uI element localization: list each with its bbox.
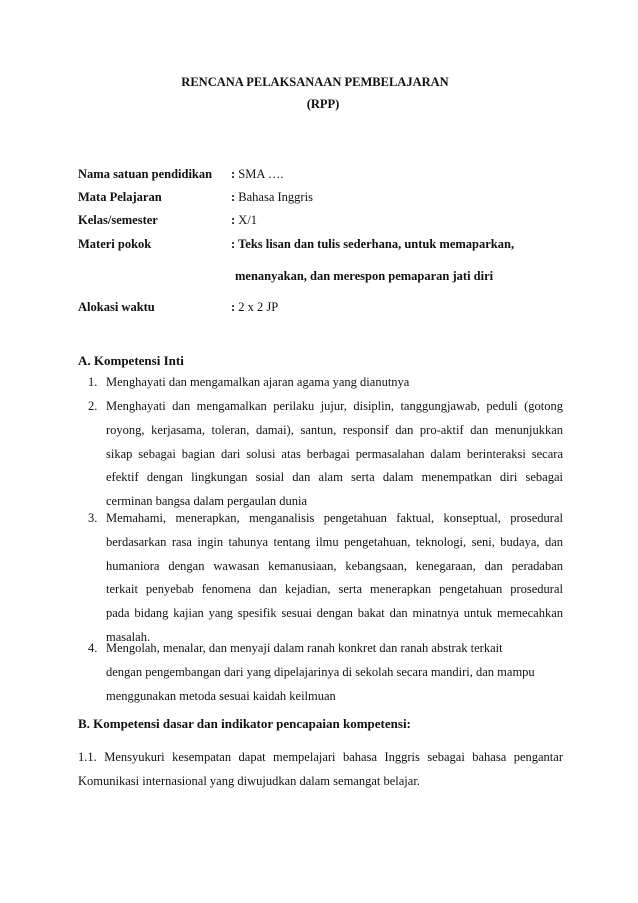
colon: : xyxy=(231,213,236,227)
list-line: Menghayati dan mengamalkan perilaku jujur, disiplin, tanggungjawab, peduli (gotong xyxy=(106,399,563,413)
list-line: berdasarkan rasa ingin tahunya tentang ilmu pengetahuan, teknologi, seni, budaya, dan xyxy=(106,535,563,549)
list-line: terkait penyebab fenomena dan kejadian, serta menerapkan pengetahuan prosedural xyxy=(106,582,563,596)
colon: : xyxy=(231,190,236,204)
info-value xyxy=(231,190,313,205)
info-value-text: SMA …. xyxy=(238,167,284,181)
info-key: Nama satuan pendidikan xyxy=(78,167,213,181)
list-line: menggunakan metoda sesuai kaidah keilmuan xyxy=(106,689,336,703)
info-row-topic xyxy=(78,237,578,255)
document-title: RENCANA PELAKSANAAN PEMBELAJARAN xyxy=(181,75,449,89)
info-key: Materi pokok xyxy=(78,237,152,251)
info-row-time xyxy=(78,300,578,318)
list-line: pada bidang kajian yang spesifik sesuai dengan bakat dan minatnya untuk memecahkan xyxy=(106,606,563,620)
list-line: masalah. xyxy=(106,630,151,644)
list-number: 1. xyxy=(88,375,98,389)
info-value xyxy=(231,167,283,182)
info-key: Mata Pelajaran xyxy=(78,190,162,204)
info-value xyxy=(231,213,257,228)
list-line: sikap sebagai bagian dari solusi atas berbagai permasalahan dalam berinteraksi secara xyxy=(106,447,563,461)
paragraph-line: 1.1. Mensyukuri kesempatan dapat mempelajari bahasa Inggris sebagai bahasa pengantar xyxy=(78,750,563,764)
info-value-text: Bahasa Inggris xyxy=(238,190,313,204)
info-row-school xyxy=(78,167,578,185)
info-row-class xyxy=(78,213,578,231)
document-subtitle: (RPP) xyxy=(306,97,340,111)
info-value-text: Teks lisan dan tulis sederhana, untuk memaparkan, xyxy=(238,237,515,251)
list-line: royong, kerjasama, toleran, damai), santun, responsif dan pro-aktif dan menunjukkan xyxy=(106,423,563,437)
list-number: 3. xyxy=(88,511,98,525)
info-value-text: 2 x 2 JP xyxy=(238,300,279,314)
list-line: humaniora dengan wawasan kemanusiaan, kebangsaan, kenegaraan, dan peradaban xyxy=(106,559,563,573)
info-row-subject xyxy=(78,190,578,208)
list-line: Memahami, menerapkan, menganalisis pengetahuan faktual, konseptual, prosedural xyxy=(106,511,563,525)
info-value xyxy=(231,237,514,252)
info-key: Alokasi waktu xyxy=(78,300,155,314)
list-line: Mengolah, menalar, dan menyaji dalam ranah konkret dan ranah abstrak terkait xyxy=(106,641,503,655)
list-line: Menghayati dan mengamalkan ajaran agama yang dianutnya xyxy=(106,375,410,389)
list-number: 4. xyxy=(88,641,98,655)
list-line: dengan pengembangan dari yang dipelajarinya di sekolah secara mandiri, dan mampu xyxy=(106,665,535,679)
info-topic-continuation: menanyakan, dan merespon pemaparan jati diri xyxy=(235,269,494,283)
colon: : xyxy=(231,167,236,181)
list-number: 2. xyxy=(88,399,98,413)
list-line: efektif dengan lingkungan sosial dan alam serta dalam menempatkan diri sebagai xyxy=(106,470,563,484)
list-line: cerminan bangsa dalam pergaulan dunia xyxy=(106,494,308,508)
paragraph-line: Komunikasi internasional yang diwujudkan dalam semangat belajar. xyxy=(78,774,420,788)
section-a-title: A. Kompetensi Inti xyxy=(78,353,184,368)
section-b-title: B. Kompetensi dasar dan indikator pencapaian kompetensi: xyxy=(78,716,411,731)
colon: : xyxy=(231,237,236,251)
info-value-text: X/1 xyxy=(238,213,258,227)
colon: : xyxy=(231,300,236,314)
info-value xyxy=(231,300,278,315)
info-key: Kelas/semester xyxy=(78,213,158,227)
